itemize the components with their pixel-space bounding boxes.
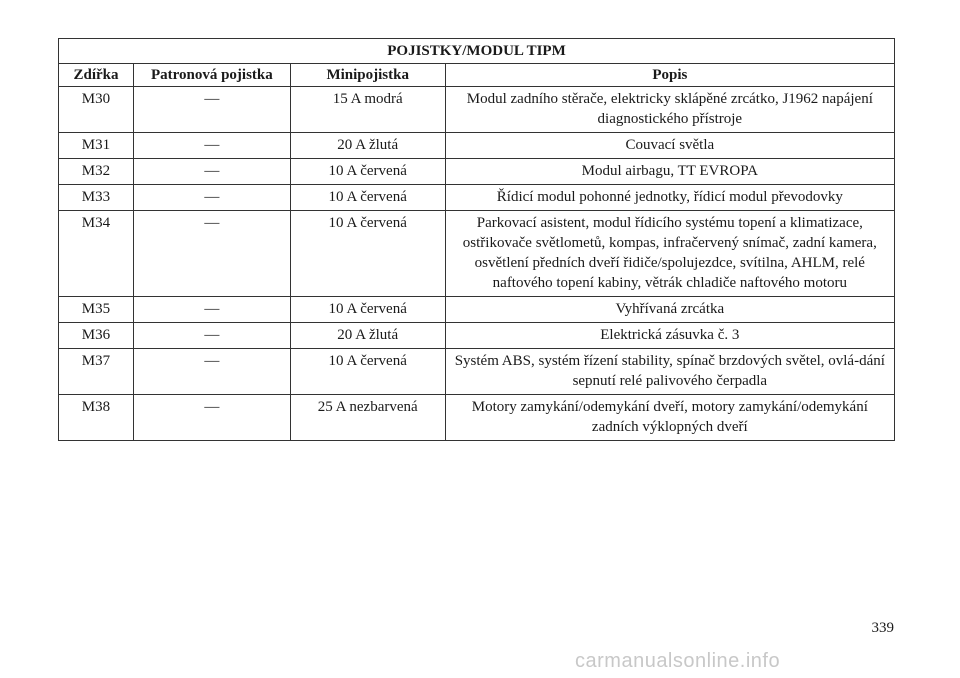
table-row [59,323,895,349]
watermark: carmanualsonline.info [575,650,781,672]
mini-fuse-cell: 25 A nezbarvená [290,395,445,441]
table-row [59,133,895,159]
description-cell: Modul zadního stěrače, elektricky sklápěné zrcátko, J1962 napájení diagnostického přístroje [445,87,894,133]
description-cell: Systém ABS, systém řízení stability, spínač brzdových světel, ovlá-dání sepnutí relé palivového čerpadla [445,349,894,395]
cavity-cell: M36 [59,323,134,349]
mini-fuse-cell: 10 A červená [290,297,445,323]
mini-fuse-cell: 20 A žlutá [290,133,445,159]
header-cartridge-fuse: Patronová pojistka [133,64,290,87]
mini-fuse-cell: 10 A červená [290,211,445,297]
cavity-cell: M34 [59,211,134,297]
table-header-row [59,64,895,87]
fuse-table [58,38,895,441]
table-row [59,87,895,133]
description-cell: Řídicí modul pohonné jednotky, řídicí modul převodovky [445,185,894,211]
mini-fuse-cell: 20 A žlutá [290,323,445,349]
description-cell: Couvací světla [445,133,894,159]
description-cell: Motory zamykání/odemykání dveří, motory zamykání/odemykání zadních výklopných dveří [445,395,894,441]
header-cavity: Zdířka [59,64,134,87]
mini-fuse-cell: 10 A červená [290,185,445,211]
cavity-cell: M32 [59,159,134,185]
description-cell: Parkovací asistent, modul řídicího systému topení a klimatizace, ostřikovače světlometů, kompas, infračervený snímač, zadní kamera, osvětlení předních dveří řidiče/spolujezdce, svítilna, AHLM, relé naftového topení kabiny, větrák chladiče naftového motoru [445,211,894,297]
cavity-cell: M38 [59,395,134,441]
cartridge-cell: — [133,395,290,441]
table-row [59,159,895,185]
table-row [59,297,895,323]
cartridge-cell: — [133,185,290,211]
description-cell: Elektrická zásuvka č. 3 [445,323,894,349]
cavity-cell: M30 [59,87,134,133]
cavity-cell: M35 [59,297,134,323]
table-row [59,185,895,211]
cartridge-cell: — [133,133,290,159]
mini-fuse-cell: 10 A červená [290,349,445,395]
cartridge-cell: — [133,159,290,185]
cartridge-cell: — [133,87,290,133]
cartridge-cell: — [133,349,290,395]
table-row [59,395,895,441]
cartridge-cell: — [133,211,290,297]
description-cell: Vyhřívaná zrcátka [445,297,894,323]
header-description: Popis [445,64,894,87]
table-title: POJISTKY/MODUL TIPM [59,39,895,64]
mini-fuse-cell: 10 A červená [290,159,445,185]
header-mini-fuse: Minipojistka [290,64,445,87]
description-cell: Modul airbagu, TT EVROPA [445,159,894,185]
page-number: 339 [871,620,894,636]
table-row [59,349,895,395]
table-row [59,211,895,297]
cavity-cell: M31 [59,133,134,159]
cavity-cell: M37 [59,349,134,395]
cavity-cell: M33 [59,185,134,211]
cartridge-cell: — [133,297,290,323]
mini-fuse-cell: 15 A modrá [290,87,445,133]
cartridge-cell: — [133,323,290,349]
